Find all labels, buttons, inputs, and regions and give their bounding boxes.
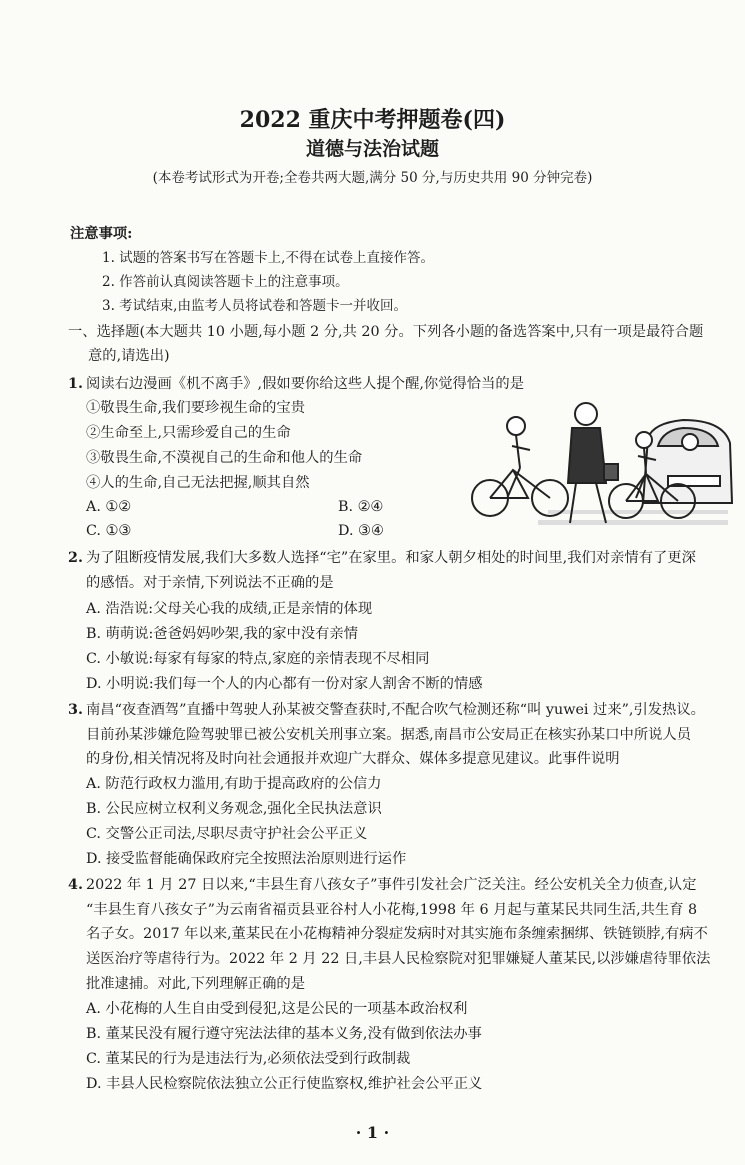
answer-option: C. 交警公正司法,尽职尽责守护社会公平正义 (86, 826, 368, 842)
section-instructions: 一、选择题(本大题共 10 小题,每小题 2 分,共 20 分。下列各小题的备选答案中,只有一项是最符合题 (68, 324, 704, 340)
answer-option: C. ①③ (86, 523, 132, 539)
answer-option: C. 小敏说:每家有每家的特点,家庭的亲情表现不尽相同 (86, 651, 430, 667)
cyclist-figure (507, 417, 530, 496)
section-instructions-cont: 意的,请选出) (88, 348, 170, 364)
notice-heading: 注意事项: (70, 226, 133, 242)
statement-item: ③敬畏生命,不漠视自己的生命和他人的生命 (86, 450, 363, 466)
answer-option: A. 浩浩说:父母关心我的成绩,正是亲情的体现 (86, 601, 373, 617)
answer-option: C. 董某民的行为是违法行为,必须依法受到行政制裁 (86, 1051, 411, 1067)
question-stem: 为了阻断疫情发展,我们大多数人选择“宅”在家里。和家人朝夕相处的时间里,我们对亲情有了更深 (86, 550, 696, 566)
question-stem-cont: 目前孙某涉嫌危险驾驶罪已被公安机关刑事立案。据悉,南昌市公安局正在核实孙某口中所说人员 (86, 727, 692, 743)
question-stem: 阅读右边漫画《机不离手》,假如要你给这些人提个醒,你觉得恰当的是 (86, 376, 524, 392)
bicycle-left (472, 470, 568, 516)
question-stem: 南昌“夜查酒驾”直播中驾驶人孙某被交警查获时,不配合吹气检测还称“叫 yuwei 过来”,引发热议。 (86, 702, 705, 718)
answer-option: B. 董某民没有履行遵守宪法法律的基本义务,没有做到依法办事 (86, 1026, 482, 1042)
question-stem-cont: “丰县生育八孩女子”为云南省福贡县亚谷村人小花梅,1998 年 6 月起与董某民共同生活,共生育 8 (86, 902, 698, 918)
question-number: 2. (68, 550, 83, 566)
answer-option: B. 萌萌说:爸爸妈妈吵架,我的家中没有亲情 (86, 626, 359, 642)
car-shape (643, 420, 732, 503)
answer-option: B. 公民应树立权利义务观念,强化全民执法意识 (86, 801, 382, 817)
question-number: 3. (68, 702, 83, 718)
exam-subtitle: 道德与法治试题 (305, 138, 439, 160)
answer-option: A. 小花梅的人生自由受到侵犯,这是公民的一项基本政治权利 (86, 1001, 468, 1017)
notice-item: 1. 试题的答案书写在答题卡上,不得在试卷上直接作答。 (102, 250, 434, 266)
question-stem: 2022 年 1 月 27 日以来,“丰县生育八孩女子”事件引发社会广泛关注。经公安机关全力侦查,认定 (86, 877, 697, 893)
answer-option: A. 防范行政权力滥用,有助于提高政府的公信力 (86, 776, 382, 792)
driver-figure (682, 434, 698, 450)
answer-option: D. 丰县人民检察院依法独立公正行使监察权,维护社会公平正义 (86, 1076, 483, 1092)
answer-option: D. 小明说:我们每一个人的内心都有一份对家人割舍不断的情感 (86, 676, 483, 692)
question-number: 1. (68, 376, 83, 392)
question-stem-cont: 的身份,相关情况将及时向社会通报并欢迎广大群众、媒体多提意见建议。此事件说明 (86, 751, 620, 767)
answer-option: D. 接受监督能确保政府完全按照法治原则进行运作 (86, 851, 407, 867)
question-number: 4. (68, 877, 83, 893)
question-stem-cont: 的感悟。对于亲情,下列说法不正确的是 (86, 575, 334, 591)
exam-title: 2022 重庆中考押题卷(四) (239, 107, 506, 133)
answer-option: B. ②④ (338, 499, 384, 515)
page-number: · 1 · (355, 1123, 390, 1142)
exam-note: (本卷考试形式为开卷;全卷共两大题,满分 50 分,与历史共用 90 分钟完卷) (152, 170, 593, 186)
statement-item: ②生命至上,只需珍爱自己的生命 (86, 425, 291, 441)
notice-item: 3. 考试结束,由监考人员将试卷和答题卡一并收回。 (102, 298, 407, 314)
question-stem-cont: 批准逮捕。对此,下列理解正确的是 (86, 976, 305, 992)
question-stem-cont: 名子女。2017 年以来,董某民在小花梅精神分裂症发病时对其实施布条缠索捆绑、铁链锁脖,有病不 (86, 926, 708, 942)
answer-option: A. ①② (86, 499, 132, 515)
statement-item: ①敬畏生命,我们要珍视生命的宝贵 (86, 400, 305, 416)
statement-item: ④人的生命,自己无法把握,顺其自然 (86, 475, 310, 491)
cartoon-illustration (468, 398, 738, 533)
notice-item: 2. 作答前认真阅读答题卡上的注意事项。 (102, 274, 349, 290)
answer-option: D. ③④ (338, 523, 384, 539)
question-stem-cont: 送医治疗等虐待行为。2022 年 2 月 22 日,丰县人民检察院对犯罪嫌疑人董某民,以涉嫌虐待罪依法 (86, 951, 711, 967)
